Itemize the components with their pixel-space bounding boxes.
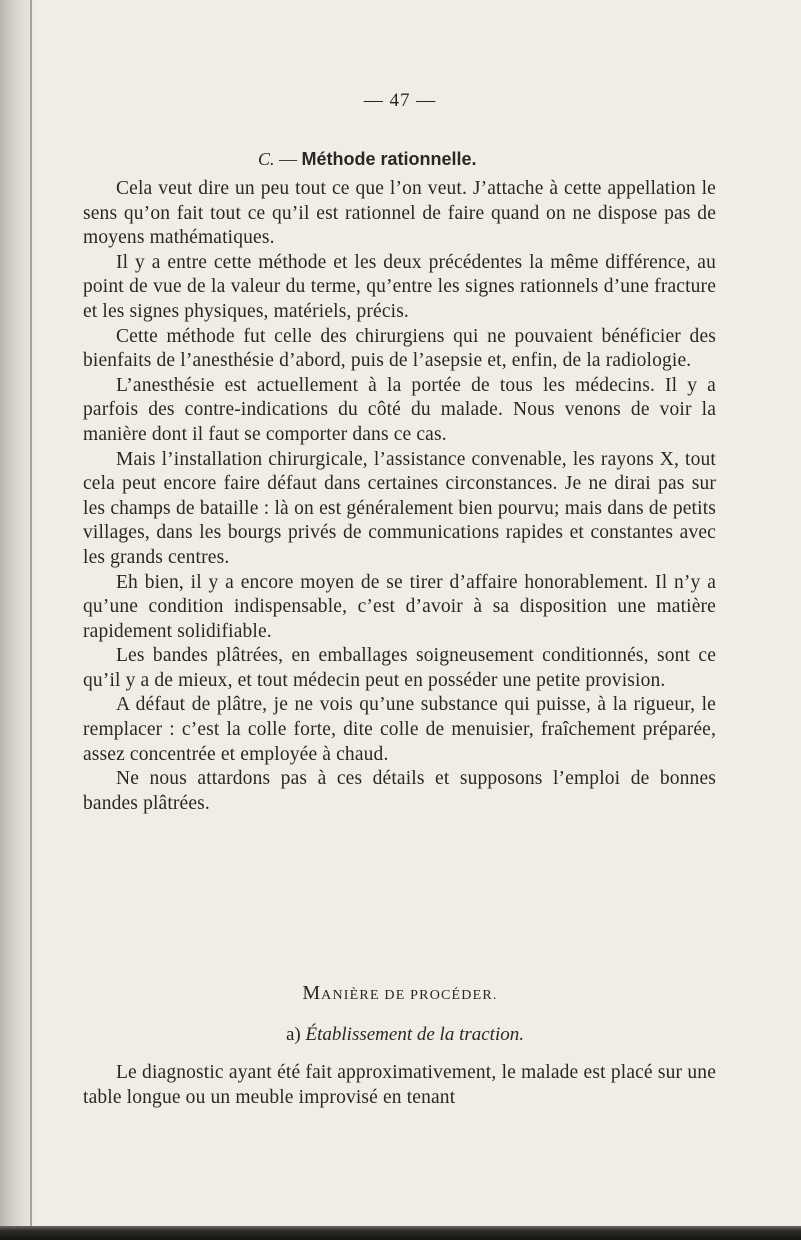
page-binding-shadow	[0, 0, 38, 1240]
heading-smallcaps-2: PROCÉDER.	[410, 988, 498, 1003]
heading-letter: C.	[258, 149, 275, 169]
paragraph: Les bandes plâtrées, en emballages soigneusement conditionnés, sont ce qu’il y a de mieux, et tout médecin peut en posséder une petite provision.	[83, 645, 716, 691]
paragraph: A défaut de plâtre, je ne vois qu’une substance qui puisse, à la rigueur, le remplacer : c’est la colle forte, dite colle de menuisier, fraîchement préparée, assez concentrée et employée à chaud.	[83, 694, 716, 765]
paragraph: Il y a entre cette méthode et les deux précédentes la même différence, au point de vue de la valeur du terme, qu’entre les signes rationnels d’une fracture et les signes physiques, matériels, précis.	[83, 251, 716, 322]
paragraph: Le diagnostic ayant été fait approximativement, le malade est placé sur une table longue ou un meuble improvisé en tenant	[83, 1062, 716, 1108]
subsection-title	[225, 1024, 585, 1046]
heading-smallcaps-1: ANIÈRE	[321, 988, 380, 1003]
subsection-heading	[240, 982, 560, 1005]
paragraph: Eh bien, il y a encore moyen de se tirer d’affaire honorablement. Il n’y a qu’une condition indispensable, c’est d’avoir à sa disposition une matière rapidement solidifiable.	[83, 571, 716, 642]
heading-initial: M	[302, 982, 322, 1004]
heading-smallcaps-mid: DE	[379, 988, 411, 1003]
paragraph: Ne nous attardons pas à ces détails et supposons l’emploi de bonnes bandes plâtrées.	[83, 768, 716, 814]
scan-bottom-edge	[0, 1226, 801, 1240]
subsection-text: Établissement de la traction.	[305, 1024, 524, 1045]
heading-title: Méthode rationnelle.	[301, 149, 477, 169]
body-text	[83, 177, 716, 816]
binding-edge-line	[30, 0, 32, 1240]
paragraph: Mais l’installation chirurgicale, l’assistance convenable, les rayons X, tout cela peut encore faire défaut dans certaines circonstances. Je ne dirai pas sur les champs de bataille : là on est généralement bien pourvu; mais dans de petits villages, dans les bourgs privés de communications rapides et constantes avec les grands centres.	[83, 448, 716, 568]
heading-dash: —	[274, 149, 302, 169]
section-heading	[258, 149, 477, 170]
paragraph: L’anesthésie est actuellement à la portée de tous les médecins. Il y a parfois des contre-indications du côté du malade. Nous venons de voir la manière dont il faut se comporter dans ce cas.	[83, 374, 716, 445]
subsection-label: a)	[286, 1024, 306, 1045]
closing-text	[83, 1061, 716, 1110]
paragraph: Cela veut dire un peu tout ce que l’on veut. J’attache à cette appellation le sens qu’on fait tout ce qu’il est rationnel de faire quand on ne dispose pas de moyens mathématiques.	[83, 178, 716, 249]
paragraph: Cette méthode fut celle des chirurgiens qui ne pouvaient bénéficier des bienfaits de l’anesthésie d’abord, puis de l’asepsie et, enfin, de la radiologie.	[83, 325, 716, 372]
page-number: — 47 —	[363, 90, 437, 111]
